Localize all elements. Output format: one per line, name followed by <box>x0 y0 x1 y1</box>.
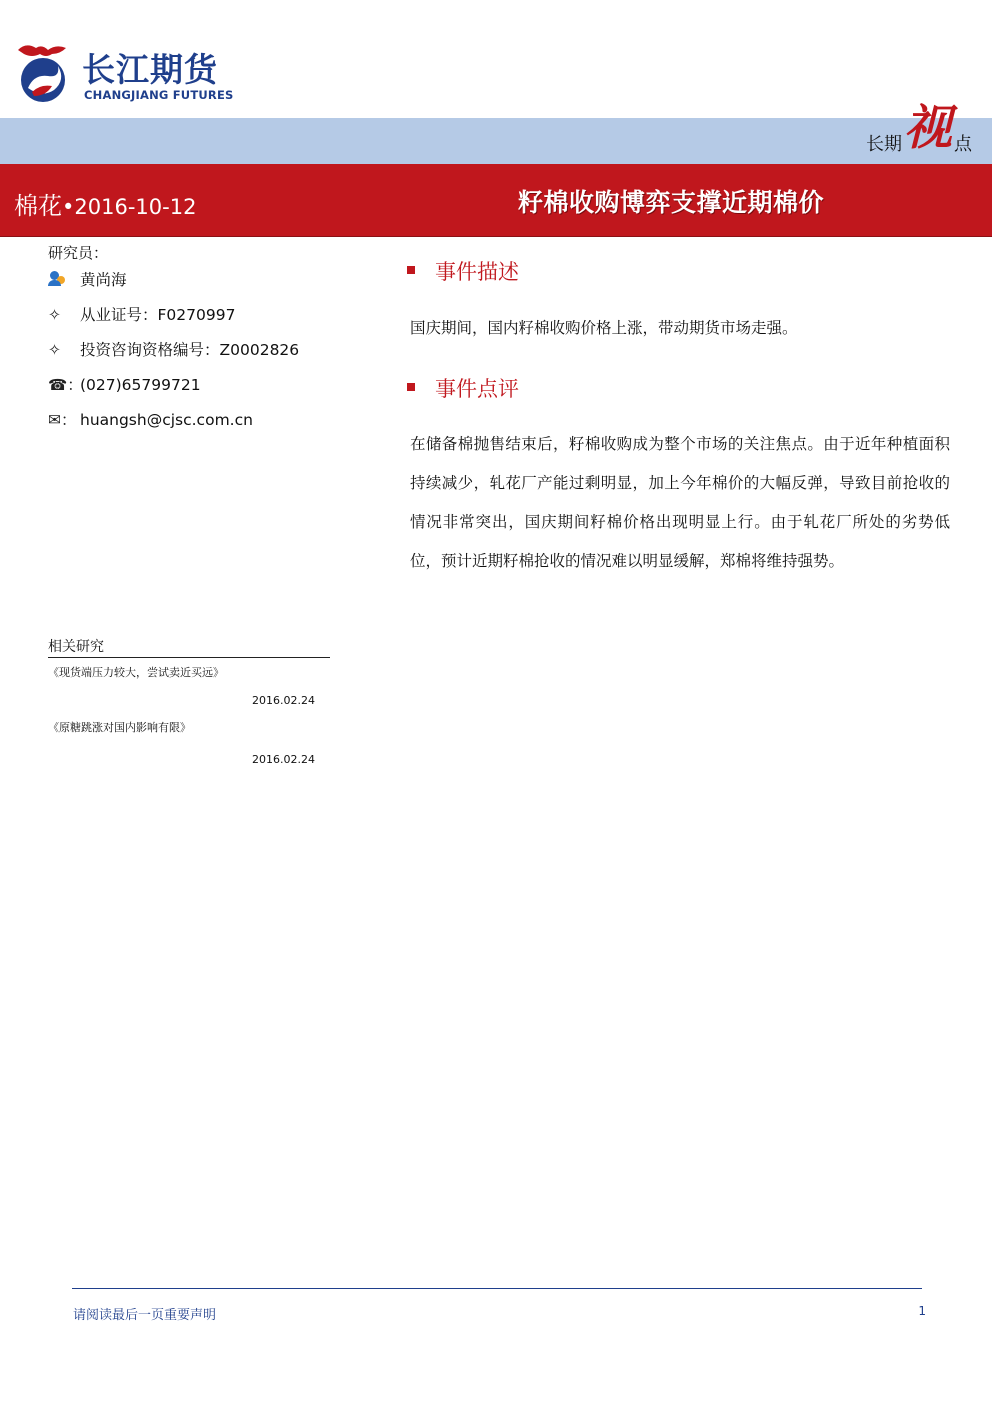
related-item-date: 2016.02.24 <box>252 753 315 766</box>
section-heading-event <box>407 256 519 286</box>
tagline-part-c: 点 <box>954 134 972 155</box>
square-bullet-icon <box>407 266 415 274</box>
consult-license-number: 投资咨询资格编号：Z0002826 <box>80 341 300 359</box>
company-logo-icon <box>12 40 74 104</box>
related-research <box>48 636 330 766</box>
topic-date: •2016-10-12 <box>62 195 197 219</box>
diamond-icon: ✧ <box>48 306 61 324</box>
consult-license-row <box>48 333 338 368</box>
footer-disclaimer-note: 请阅读最后一页重要声明 <box>73 1308 217 1323</box>
researcher-name-row <box>48 263 338 298</box>
related-item-title[interactable]: 《原糖跳涨对国内影响有限》 <box>48 721 191 734</box>
section-heading-text: 事件描述 <box>435 260 519 284</box>
event-description-text: 国庆期间，国内籽棉收购价格上涨，带动期货市场走强。 <box>410 319 798 337</box>
phone-row <box>48 368 338 403</box>
related-item-date: 2016.02.24 <box>252 694 315 707</box>
email-row <box>48 403 338 438</box>
square-bullet-icon <box>407 383 415 391</box>
license-row <box>48 298 338 333</box>
envelope-icon: ✉： <box>48 411 77 429</box>
phone-number: (027)65799721 <box>80 376 201 394</box>
topic-name: 棉花 <box>14 192 62 220</box>
header-blue-band <box>0 118 992 164</box>
phone-icon: ☎： <box>48 376 83 394</box>
event-comment-text: 在储备棉抛售结束后，籽棉收购成为整个市场的关注焦点。由于近年种植面积持续减少，轧花厂产能过剩明显，加上今年棉价的大幅反弹，导致目前抢收的情况非常突出，国庆期间籽棉价格出现明显上行。由于轧花厂所处的劣势低位，预计近期籽棉抢收的情况难以明显缓解，郑棉将维持强势。 <box>410 435 950 570</box>
person-icon <box>48 271 66 287</box>
report-headline: 籽棉收购博弈支撑近期棉价 <box>518 188 825 217</box>
researcher-title: 研究员： <box>48 244 109 262</box>
tagline-part-a: 长期 <box>865 134 902 155</box>
company-logo <box>12 40 252 106</box>
related-item-title[interactable]: 《现货端压力较大，尝试卖近买远》 <box>48 666 224 679</box>
email-address[interactable]: huangsh@cjsc.com.cn <box>80 411 253 429</box>
tagline <box>866 100 972 160</box>
researcher-info <box>48 238 338 438</box>
license-number: 从业证号：F0270997 <box>80 306 236 324</box>
footer-divider <box>72 1288 922 1289</box>
section-heading-comment <box>407 373 519 403</box>
logo-name-cn: 长江期货 <box>82 50 218 89</box>
page-number: 1 <box>918 1304 926 1318</box>
topic-label <box>14 186 196 221</box>
tagline-part-b: 视 <box>903 100 952 156</box>
diamond-icon: ✧ <box>48 341 61 359</box>
logo-name-en: CHANGJIANG FUTURES <box>84 88 234 102</box>
section-heading-text: 事件点评 <box>435 377 519 401</box>
related-research-title: 相关研究 <box>48 636 330 658</box>
researcher-name: 黄尚海 <box>80 271 127 289</box>
